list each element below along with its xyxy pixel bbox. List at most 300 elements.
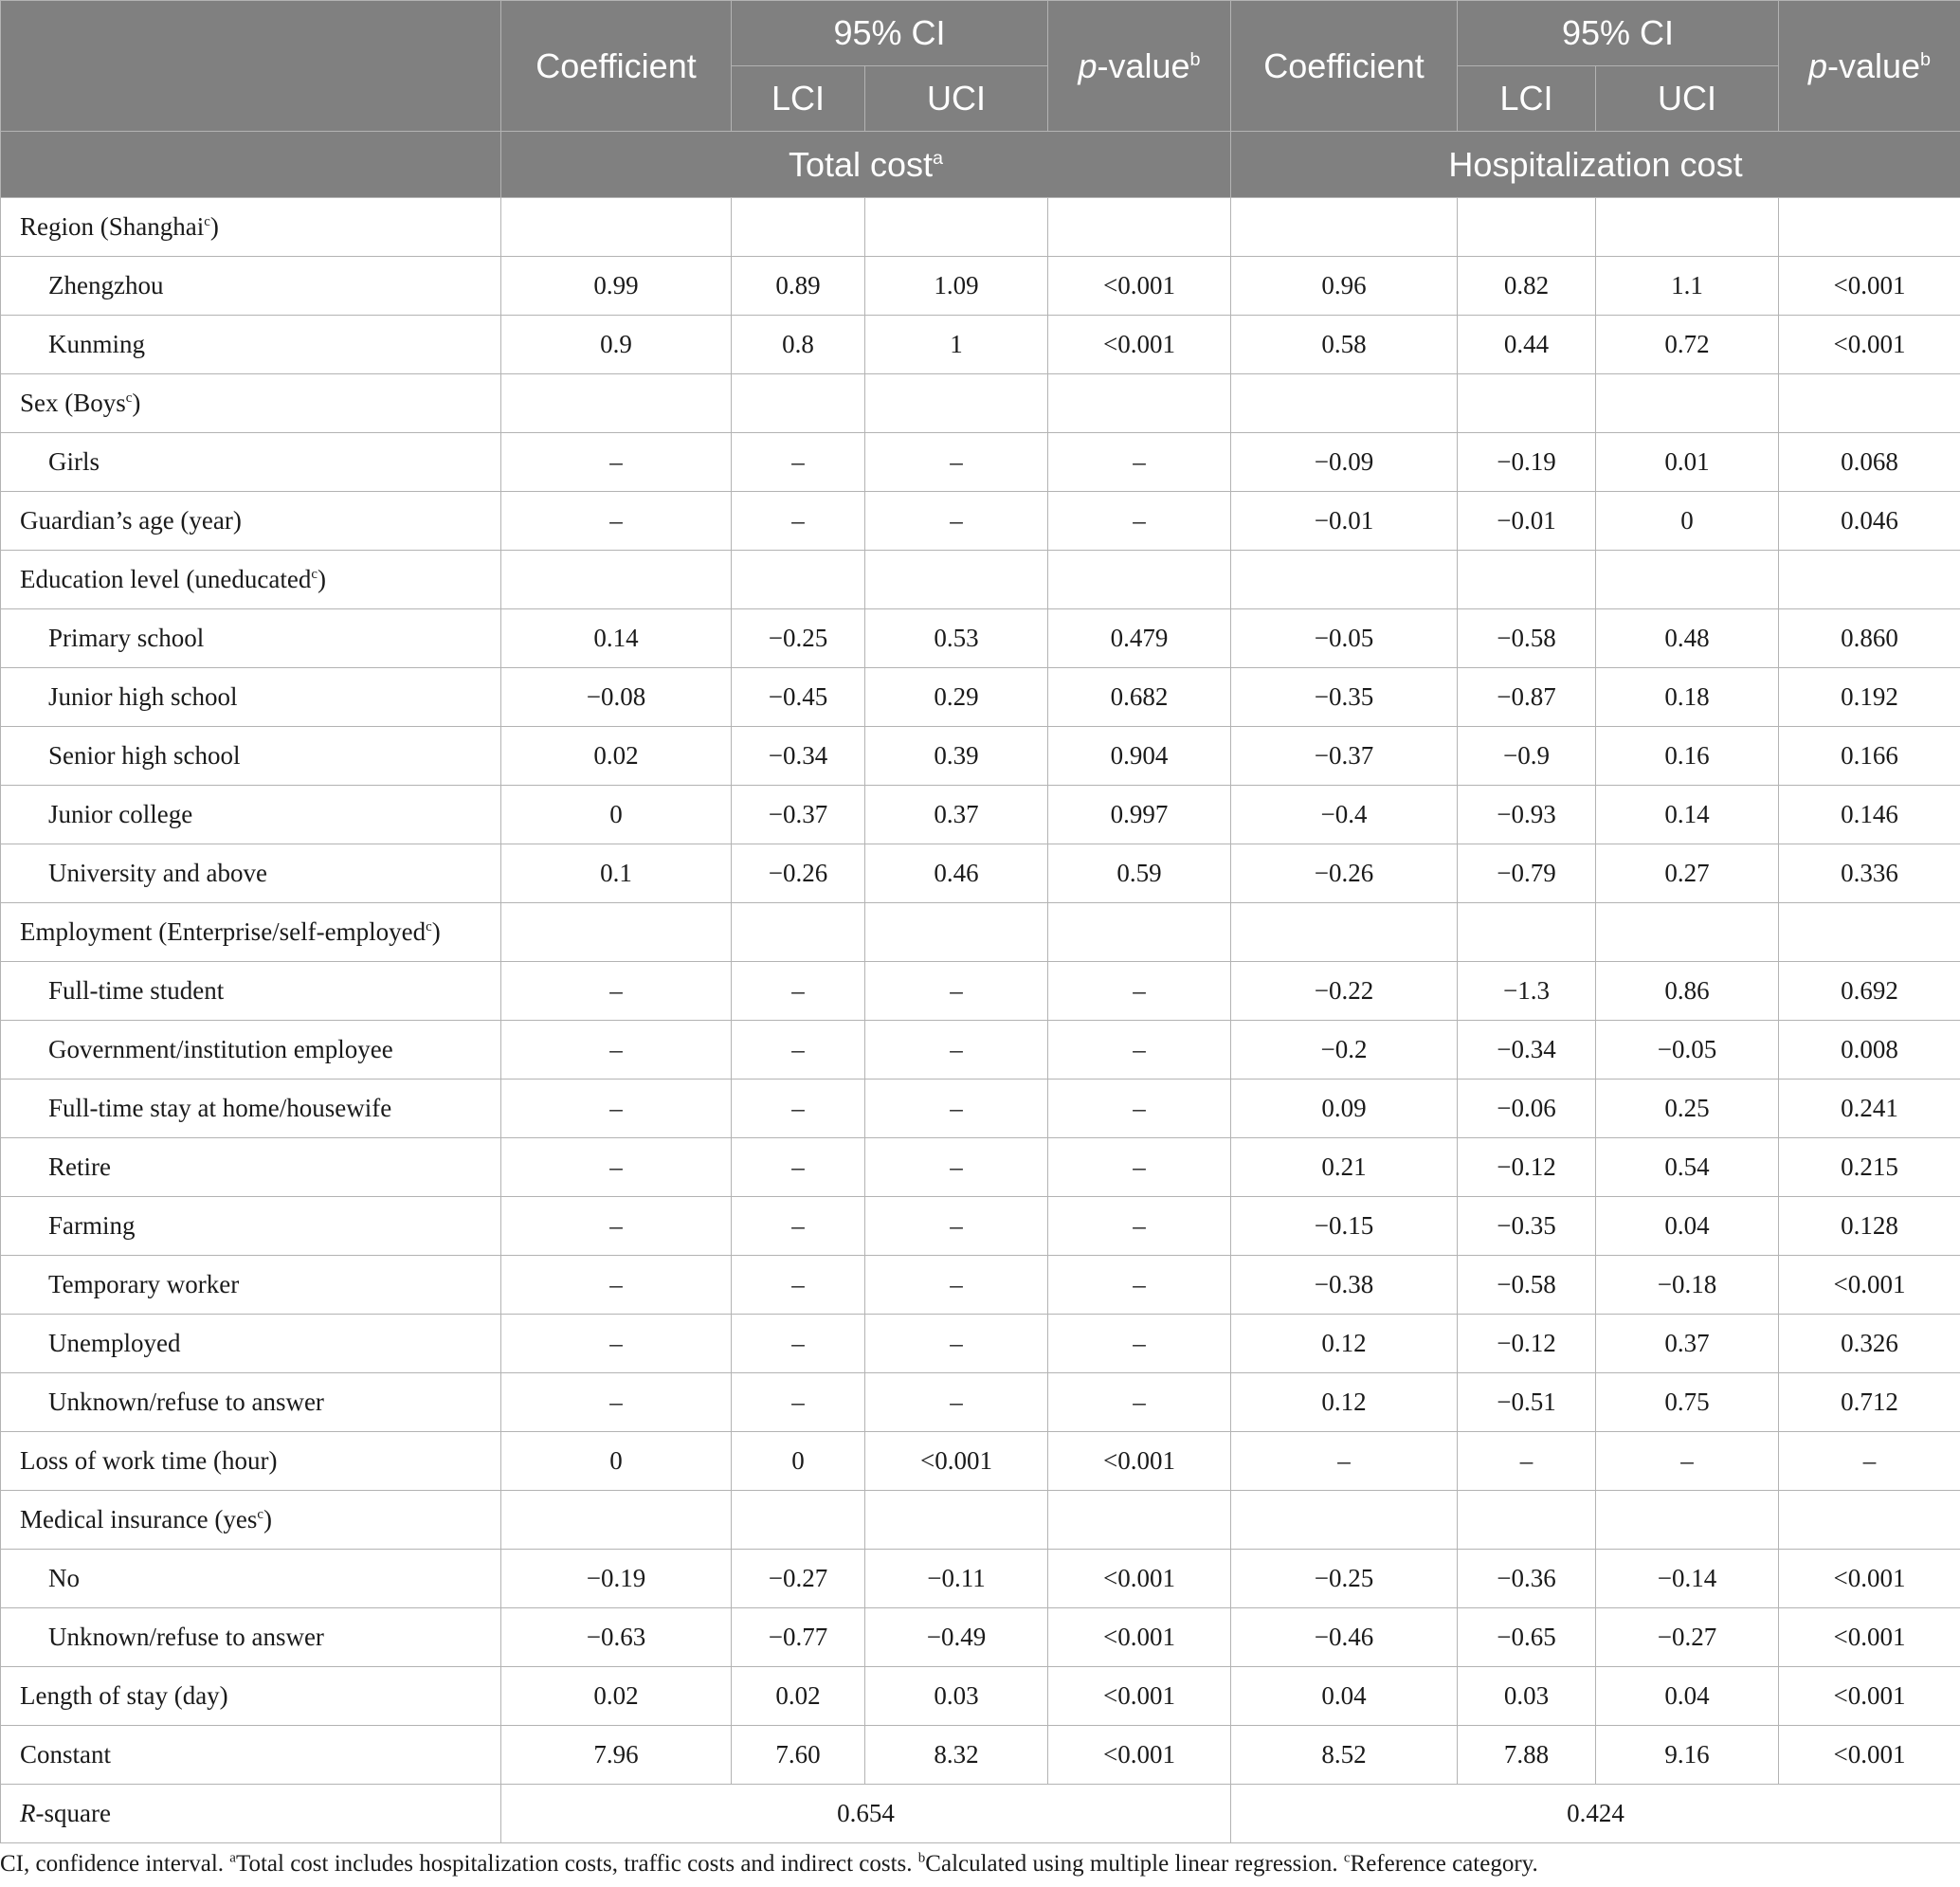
cell-lci-hosp: −0.34 — [1458, 1021, 1596, 1080]
header-blank-2 — [1, 132, 501, 198]
row-label — [1, 1667, 501, 1726]
cell-lci-hosp: −1.3 — [1458, 962, 1596, 1021]
cell-coef-total — [501, 374, 732, 433]
cell-lci-hosp: −0.12 — [1458, 1315, 1596, 1373]
cell-coef-total — [501, 903, 732, 962]
cell-pvalue-hosp: <0.001 — [1779, 1256, 1960, 1315]
cell-pvalue-total: 0.904 — [1048, 727, 1231, 786]
table-row — [1, 1608, 1960, 1667]
table-row — [1, 1491, 1960, 1550]
footnote-c-mark: c — [1343, 1850, 1351, 1866]
cell-pvalue-hosp: <0.001 — [1779, 1726, 1960, 1785]
cell-coef-hosp: −0.05 — [1231, 609, 1458, 668]
cell-pvalue-total: – — [1048, 1197, 1231, 1256]
row-label — [1, 962, 501, 1021]
cell-pvalue-total: – — [1048, 1315, 1231, 1373]
cell-coef-hosp — [1231, 551, 1458, 609]
cell-pvalue-total: <0.001 — [1048, 1432, 1231, 1491]
cell-uci-total — [865, 551, 1048, 609]
cell-coef-total: 0 — [501, 786, 732, 844]
cell-coef-total: 0 — [501, 1432, 732, 1491]
cell-uci-total: – — [865, 1256, 1048, 1315]
cell-lci-total: – — [732, 1138, 865, 1197]
table-row — [1, 492, 1960, 551]
row-label — [1, 1726, 501, 1785]
cell-coef-hosp: 0.58 — [1231, 316, 1458, 374]
cell-uci-hosp — [1596, 551, 1779, 609]
cell-uci-total: – — [865, 1197, 1048, 1256]
cell-coef-hosp — [1231, 1491, 1458, 1550]
cell-lci-hosp: −0.65 — [1458, 1608, 1596, 1667]
cell-coef-hosp: −0.4 — [1231, 786, 1458, 844]
cell-coef-hosp: −0.2 — [1231, 1021, 1458, 1080]
cell-pvalue-total: – — [1048, 492, 1231, 551]
cell-uci-total: – — [865, 492, 1048, 551]
cell-uci-total: <0.001 — [865, 1432, 1048, 1491]
cell-coef-total: – — [501, 433, 732, 492]
cell-uci-hosp: −0.27 — [1596, 1608, 1779, 1667]
cell-uci-total: 0.37 — [865, 786, 1048, 844]
row-label — [1, 1315, 501, 1373]
cell-uci-total: −0.11 — [865, 1550, 1048, 1608]
cell-pvalue-total: <0.001 — [1048, 1550, 1231, 1608]
cell-pvalue-hosp: – — [1779, 1432, 1960, 1491]
row-label — [1, 1550, 501, 1608]
cell-coef-total: – — [501, 1373, 732, 1432]
cell-lci-total: −0.37 — [732, 786, 865, 844]
table-row — [1, 1432, 1960, 1491]
cell-pvalue-hosp: 0.712 — [1779, 1373, 1960, 1432]
cell-coef-hosp: −0.38 — [1231, 1256, 1458, 1315]
cell-lci-hosp: 0.82 — [1458, 257, 1596, 316]
cell-pvalue-total: <0.001 — [1048, 1726, 1231, 1785]
cell-lci-hosp — [1458, 374, 1596, 433]
header-ci-hosp — [1458, 1, 1779, 66]
row-label-text: Government/institution employee — [48, 1035, 393, 1063]
rsquare-section — [1, 1785, 1960, 1843]
cell-pvalue-total: <0.001 — [1048, 257, 1231, 316]
footnote-lead: CI, confidence interval. — [0, 1851, 230, 1877]
cell-coef-hosp: 0.09 — [1231, 1080, 1458, 1138]
cell-uci-total: 0.46 — [865, 844, 1048, 903]
cell-uci-hosp — [1596, 1491, 1779, 1550]
cell-pvalue-hosp: <0.001 — [1779, 257, 1960, 316]
cell-pvalue-total: <0.001 — [1048, 1608, 1231, 1667]
cell-pvalue-total — [1048, 198, 1231, 257]
cell-uci-hosp: 9.16 — [1596, 1726, 1779, 1785]
table-body — [1, 198, 1960, 1785]
cell-uci-hosp — [1596, 198, 1779, 257]
cell-lci-total: −0.34 — [732, 727, 865, 786]
table-row — [1, 374, 1960, 433]
cell-uci-hosp: 0.04 — [1596, 1667, 1779, 1726]
cell-coef-hosp: – — [1231, 1432, 1458, 1491]
cell-coef-total: – — [501, 1256, 732, 1315]
row-label-text: Full-time student — [48, 976, 225, 1005]
cell-pvalue-hosp: 0.336 — [1779, 844, 1960, 903]
cell-lci-hosp: −0.87 — [1458, 668, 1596, 727]
cell-uci-total — [865, 374, 1048, 433]
cell-pvalue-hosp: 0.128 — [1779, 1197, 1960, 1256]
cell-uci-total: – — [865, 433, 1048, 492]
cell-lci-total: – — [732, 1256, 865, 1315]
cell-uci-total: – — [865, 1021, 1048, 1080]
cell-lci-hosp — [1458, 1491, 1596, 1550]
cell-coef-total: 0.99 — [501, 257, 732, 316]
cell-pvalue-hosp — [1779, 198, 1960, 257]
row-label-text: Sex (Boys — [20, 389, 126, 417]
cell-coef-total: – — [501, 962, 732, 1021]
cell-pvalue-hosp: 0.046 — [1779, 492, 1960, 551]
table-row — [1, 1667, 1960, 1726]
cell-uci-total — [865, 198, 1048, 257]
cell-lci-hosp: −0.12 — [1458, 1138, 1596, 1197]
row-label-text: Zhengzhou — [48, 271, 164, 299]
cell-lci-hosp: −0.58 — [1458, 1256, 1596, 1315]
header-ci-label: 95% CI — [833, 13, 946, 52]
cell-uci-hosp: 0.75 — [1596, 1373, 1779, 1432]
cell-pvalue-total: 0.997 — [1048, 786, 1231, 844]
row-label — [1, 257, 501, 316]
cell-coef-hosp — [1231, 374, 1458, 433]
cell-uci-hosp: 0.14 — [1596, 786, 1779, 844]
row-label — [1, 492, 501, 551]
cell-pvalue-hosp: 0.692 — [1779, 962, 1960, 1021]
cell-uci-total: – — [865, 1315, 1048, 1373]
header-p-sup: b — [1189, 48, 1201, 70]
cell-lci-total — [732, 903, 865, 962]
row-label-text: Region (Shanghai — [20, 212, 205, 241]
cell-coef-total: −0.63 — [501, 1608, 732, 1667]
cell-coef-total: 0.14 — [501, 609, 732, 668]
row-label-text: Unemployed — [48, 1329, 181, 1357]
cell-coef-total — [501, 198, 732, 257]
row-label — [1, 1080, 501, 1138]
cell-pvalue-total: – — [1048, 1373, 1231, 1432]
cell-pvalue-total — [1048, 903, 1231, 962]
cell-pvalue-hosp: <0.001 — [1779, 316, 1960, 374]
table-footnote — [0, 1851, 1960, 1878]
cell-coef-total — [501, 551, 732, 609]
cell-lci-total: 0.8 — [732, 316, 865, 374]
row-label — [1, 1138, 501, 1197]
rsquare-label — [1, 1785, 501, 1843]
row-label-text: Constant — [20, 1740, 112, 1769]
table-row — [1, 1315, 1960, 1373]
table-row — [1, 962, 1960, 1021]
header-ci-label: 95% CI — [1561, 13, 1675, 52]
cell-pvalue-total: – — [1048, 1021, 1231, 1080]
cell-lci-total: −0.26 — [732, 844, 865, 903]
cell-coef-hosp: 0.12 — [1231, 1315, 1458, 1373]
table-row — [1, 316, 1960, 374]
header-lci-label: LCI — [771, 79, 826, 118]
cell-coef-total: – — [501, 1315, 732, 1373]
header-pvalue-hosp — [1779, 1, 1960, 132]
cell-lci-total: −0.77 — [732, 1608, 865, 1667]
cell-uci-total: – — [865, 1373, 1048, 1432]
footnote-b-text: Calculated using multiple linear regression. — [925, 1851, 1344, 1877]
cell-uci-hosp: 0.86 — [1596, 962, 1779, 1021]
cell-lci-hosp: −0.19 — [1458, 433, 1596, 492]
row-label-end: ) — [263, 1505, 272, 1533]
rsquare-label-italic: R — [20, 1799, 36, 1827]
cell-uci-hosp — [1596, 903, 1779, 962]
row-label — [1, 786, 501, 844]
cell-pvalue-total — [1048, 374, 1231, 433]
cell-pvalue-hosp: <0.001 — [1779, 1667, 1960, 1726]
row-label-sup: c — [204, 214, 210, 229]
cell-lci-total: −0.27 — [732, 1550, 865, 1608]
cell-uci-total: 8.32 — [865, 1726, 1048, 1785]
cell-coef-total: 7.96 — [501, 1726, 732, 1785]
cell-uci-hosp: 0.37 — [1596, 1315, 1779, 1373]
footnote-a-mark: a — [229, 1850, 236, 1866]
row-label-text: Junior high school — [48, 682, 238, 711]
row-label-text: Unknown/refuse to answer — [48, 1388, 324, 1416]
cell-pvalue-hosp: 0.192 — [1779, 668, 1960, 727]
cell-uci-total: – — [865, 962, 1048, 1021]
row-label-end: ) — [431, 917, 441, 946]
cell-coef-hosp: −0.46 — [1231, 1608, 1458, 1667]
header-pvalue-total — [1048, 1, 1231, 132]
cell-lci-total: – — [732, 1197, 865, 1256]
cell-pvalue-hosp — [1779, 374, 1960, 433]
table-row — [1, 903, 1960, 962]
cell-lci-hosp: 0.03 — [1458, 1667, 1596, 1726]
row-label-text: Farming — [48, 1211, 136, 1240]
row-label — [1, 609, 501, 668]
header-uci-label: UCI — [1658, 79, 1716, 118]
cell-uci-total: 1 — [865, 316, 1048, 374]
table-row — [1, 786, 1960, 844]
cell-coef-hosp: −0.25 — [1231, 1550, 1458, 1608]
row-label — [1, 1432, 501, 1491]
row-label — [1, 727, 501, 786]
cell-pvalue-hosp: <0.001 — [1779, 1608, 1960, 1667]
cell-uci-total: −0.49 — [865, 1608, 1048, 1667]
rsquare-row — [1, 1785, 1960, 1843]
cell-lci-total: – — [732, 1021, 865, 1080]
cell-pvalue-hosp: 0.241 — [1779, 1080, 1960, 1138]
cell-coef-hosp: 0.96 — [1231, 257, 1458, 316]
row-label — [1, 433, 501, 492]
cell-pvalue-total — [1048, 1491, 1231, 1550]
cell-uci-total — [865, 903, 1048, 962]
row-label-text: Employment (Enterprise/self-employed — [20, 917, 426, 946]
footnote-c-text: Reference category. — [1350, 1851, 1538, 1877]
header-total-cost — [501, 132, 1231, 198]
cell-uci-hosp: 0.01 — [1596, 433, 1779, 492]
row-label-text: University and above — [48, 859, 267, 887]
header-hosp-cost-label: Hospitalization cost — [1448, 144, 1743, 184]
row-label — [1, 374, 501, 433]
cell-lci-hosp — [1458, 551, 1596, 609]
table-row — [1, 727, 1960, 786]
cell-pvalue-hosp: 0.008 — [1779, 1021, 1960, 1080]
cell-uci-hosp: 0.72 — [1596, 316, 1779, 374]
table-row — [1, 1256, 1960, 1315]
cell-coef-hosp: −0.35 — [1231, 668, 1458, 727]
row-label-text: Temporary worker — [48, 1270, 240, 1298]
header-lci-label: LCI — [1499, 79, 1553, 118]
cell-coef-total: – — [501, 1021, 732, 1080]
cell-pvalue-hosp: 0.166 — [1779, 727, 1960, 786]
row-label-end: ) — [132, 389, 141, 417]
row-label — [1, 1197, 501, 1256]
cell-pvalue-hosp: 0.068 — [1779, 433, 1960, 492]
header-p-italic: p — [1807, 45, 1827, 85]
footnote-a-text: Total cost includes hospitalization costs, traffic costs and indirect costs. — [235, 1851, 918, 1877]
cell-lci-total: – — [732, 962, 865, 1021]
cell-lci-hosp: −0.9 — [1458, 727, 1596, 786]
table-row — [1, 668, 1960, 727]
cell-coef-hosp: −0.37 — [1231, 727, 1458, 786]
cell-lci-total: −0.45 — [732, 668, 865, 727]
cell-lci-hosp: 0.44 — [1458, 316, 1596, 374]
row-label-sup: c — [311, 567, 318, 582]
row-label-end: ) — [209, 212, 219, 241]
cell-uci-hosp: 0.16 — [1596, 727, 1779, 786]
rsquare-label-rest: -square — [35, 1799, 111, 1827]
row-label — [1, 1373, 501, 1432]
row-label-text: Kunming — [48, 330, 146, 358]
header-total-cost-label: Total cost — [788, 144, 934, 184]
row-label-text: Full-time stay at home/housewife — [48, 1094, 392, 1122]
cell-coef-hosp — [1231, 198, 1458, 257]
cell-pvalue-hosp: 0.326 — [1779, 1315, 1960, 1373]
cell-lci-total — [732, 374, 865, 433]
cell-uci-hosp: 0.54 — [1596, 1138, 1779, 1197]
table-row — [1, 609, 1960, 668]
cell-lci-total: – — [732, 433, 865, 492]
cell-coef-total: 0.02 — [501, 727, 732, 786]
cell-lci-hosp: −0.35 — [1458, 1197, 1596, 1256]
header-p-rest: -value — [1097, 45, 1190, 85]
cell-lci-hosp: −0.79 — [1458, 844, 1596, 903]
cell-lci-hosp: −0.58 — [1458, 609, 1596, 668]
row-label — [1, 198, 501, 257]
cell-coef-hosp: −0.26 — [1231, 844, 1458, 903]
row-label-sup: c — [426, 919, 432, 934]
row-label — [1, 551, 501, 609]
table-row — [1, 1726, 1960, 1785]
cell-coef-hosp — [1231, 903, 1458, 962]
cell-coef-hosp: 0.21 — [1231, 1138, 1458, 1197]
cell-lci-total: – — [732, 492, 865, 551]
header-p-rest: -value — [1826, 45, 1921, 85]
table-row — [1, 551, 1960, 609]
row-label-end: ) — [317, 565, 326, 593]
cell-uci-hosp: 0.18 — [1596, 668, 1779, 727]
footnote-b-mark: b — [917, 1850, 926, 1866]
cell-lci-hosp: −0.51 — [1458, 1373, 1596, 1432]
row-label — [1, 903, 501, 962]
cell-pvalue-total: 0.59 — [1048, 844, 1231, 903]
row-label-text: Primary school — [48, 624, 205, 652]
header-uci-hosp — [1596, 66, 1779, 132]
cell-pvalue-total: 0.479 — [1048, 609, 1231, 668]
table-row — [1, 844, 1960, 903]
row-label — [1, 316, 501, 374]
cell-pvalue-total: – — [1048, 1256, 1231, 1315]
cell-coef-hosp: −0.01 — [1231, 492, 1458, 551]
table-row — [1, 1138, 1960, 1197]
row-label-text: Medical insurance (yes — [20, 1505, 258, 1533]
table-row — [1, 1080, 1960, 1138]
cell-lci-hosp: −0.06 — [1458, 1080, 1596, 1138]
cell-lci-total: 0.02 — [732, 1667, 865, 1726]
cell-lci-hosp — [1458, 198, 1596, 257]
row-label-text: Senior high school — [48, 741, 241, 770]
row-label-text: Length of stay (day) — [20, 1681, 228, 1710]
table-row — [1, 1550, 1960, 1608]
cell-lci-hosp: – — [1458, 1432, 1596, 1491]
cell-uci-total: 0.03 — [865, 1667, 1048, 1726]
row-label-text: No — [48, 1564, 80, 1592]
header-p-sup: b — [1920, 48, 1932, 70]
cell-uci-hosp: −0.18 — [1596, 1256, 1779, 1315]
cell-uci-total: 0.39 — [865, 727, 1048, 786]
table-row — [1, 257, 1960, 316]
row-label-text: Education level (uneducated — [20, 565, 312, 593]
cell-pvalue-total — [1048, 551, 1231, 609]
cell-uci-hosp: 0.48 — [1596, 609, 1779, 668]
cell-coef-hosp: −0.22 — [1231, 962, 1458, 1021]
cell-uci-hosp: −0.14 — [1596, 1550, 1779, 1608]
cell-uci-total: – — [865, 1080, 1048, 1138]
cell-lci-total — [732, 198, 865, 257]
cell-coef-total: – — [501, 1138, 732, 1197]
cell-lci-hosp: −0.36 — [1458, 1550, 1596, 1608]
table-row — [1, 198, 1960, 257]
cell-coef-hosp: −0.15 — [1231, 1197, 1458, 1256]
row-label-sup: c — [125, 390, 133, 406]
cell-uci-total: 1.09 — [865, 257, 1048, 316]
cell-uci-hosp: 0.27 — [1596, 844, 1779, 903]
cell-lci-total: 7.60 — [732, 1726, 865, 1785]
cell-pvalue-total: 0.682 — [1048, 668, 1231, 727]
cell-pvalue-total: <0.001 — [1048, 316, 1231, 374]
cell-pvalue-total: – — [1048, 1138, 1231, 1197]
cell-uci-total: – — [865, 1138, 1048, 1197]
header-lci-hosp — [1458, 66, 1596, 132]
cell-coef-hosp: −0.09 — [1231, 433, 1458, 492]
row-label — [1, 1608, 501, 1667]
header-coefficient-total — [501, 1, 732, 132]
row-label — [1, 1491, 501, 1550]
cell-uci-hosp — [1596, 374, 1779, 433]
row-label — [1, 1256, 501, 1315]
table-header — [1, 1, 1960, 198]
header-lci-total — [732, 66, 865, 132]
row-label-sup: c — [257, 1507, 263, 1522]
cell-uci-hosp: −0.05 — [1596, 1021, 1779, 1080]
cell-pvalue-hosp: 0.146 — [1779, 786, 1960, 844]
cell-lci-total — [732, 551, 865, 609]
cell-coef-hosp: 0.04 — [1231, 1667, 1458, 1726]
cell-lci-total: – — [732, 1080, 865, 1138]
cell-pvalue-hosp — [1779, 551, 1960, 609]
header-ci-total — [732, 1, 1048, 66]
row-label-text: Junior college — [48, 800, 193, 828]
cell-uci-total: 0.29 — [865, 668, 1048, 727]
header-p-italic: p — [1078, 45, 1098, 85]
cell-pvalue-hosp: 0.860 — [1779, 609, 1960, 668]
cell-lci-total: 0 — [732, 1432, 865, 1491]
table-row — [1, 433, 1960, 492]
cell-lci-total — [732, 1491, 865, 1550]
